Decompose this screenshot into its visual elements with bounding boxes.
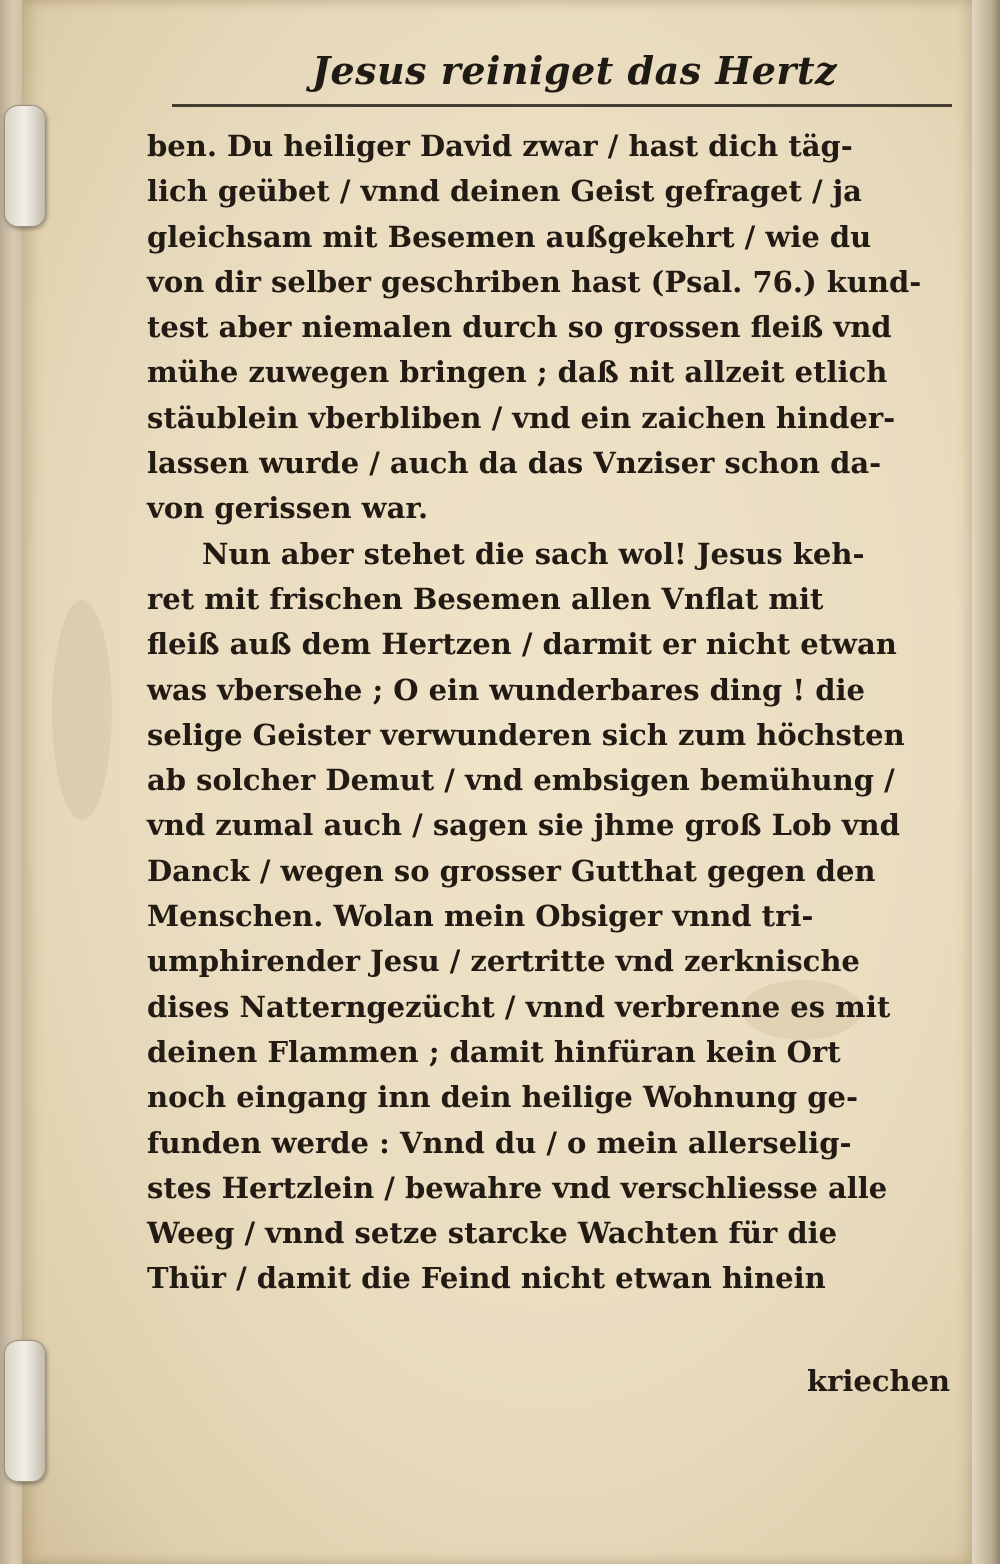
paper-stain [52,600,112,820]
text-line: von dir selber geschriben hast (Psal. 76.) kund- [147,264,922,299]
text-line: lich geübet / vnnd deinen Geist gefraget / ja [147,174,862,209]
text-line: noch eingang inn dein heilige Wohnung ge- [147,1080,858,1115]
page-clip-bottom [4,1340,46,1482]
text-line: funden werde : Vnnd du / o mein allerselig- [147,1125,852,1160]
text-line: test aber niemalen durch so grossen fleiß vnd [147,310,892,345]
text-line: ab solcher Demut / vnd embsigen bemühung / [147,763,895,798]
text-line: umphirender Jesu / zertritte vnd zerknische [147,944,860,979]
body-text [147,124,947,1302]
text-line: ben. Du heiliger David zwar / hast dich täg- [147,129,853,163]
text-line: stäublein vberbliben / vnd ein zaichen hinder- [147,400,896,435]
text-line: dises Natterngezücht / vnnd verbrenne es mit [147,989,891,1024]
paragraph-start-line: Nun aber stehet die sach wol! Jesus keh- [202,536,865,571]
text-line: Thür / damit die Feind nicht etwan hinein [147,1261,826,1296]
book-page [22,0,972,1564]
text-line: Danck / wegen so grosser Gutthat gegen den [147,853,876,888]
text-line: selige Geister verwunderen sich zum höchsten [147,717,905,752]
text-line: Menschen. Wolan mein Obsiger vnnd tri- [147,899,814,934]
text-line: mühe zuwegen bringen ; daß nit allzeit etlich [147,355,888,390]
text-line: von gerissen war. [147,491,429,526]
text-line: stes Hertzlein / bewahre vnd verschliesse alle [147,1170,888,1205]
catchword: kriechen [807,1364,951,1398]
page-clip-top [4,105,46,227]
text-line: fleiß auß dem Hertzen / darmit er nicht etwan [147,627,897,662]
header-rule [172,104,952,107]
text-line: was vbersehe ; O ein wunderbares ding ! die [147,672,865,707]
text-line: lassen wurde / auch da das Vnziser schon da- [147,446,882,481]
running-head: Jesus reiniget das Hertz [312,48,838,93]
text-line: gleichsam mit Besemen außgekehrt / wie du [147,219,872,254]
text-line: deinen Flammen ; damit hinfüran kein Ort [147,1034,841,1069]
text-line: ret mit frischen Besemen allen Vnflat mit [147,581,824,616]
text-line: vnd zumal auch / sagen sie jhme groß Lob vnd [147,808,900,843]
text-line: Weeg / vnnd setze starcke Wachten für die [147,1216,838,1251]
